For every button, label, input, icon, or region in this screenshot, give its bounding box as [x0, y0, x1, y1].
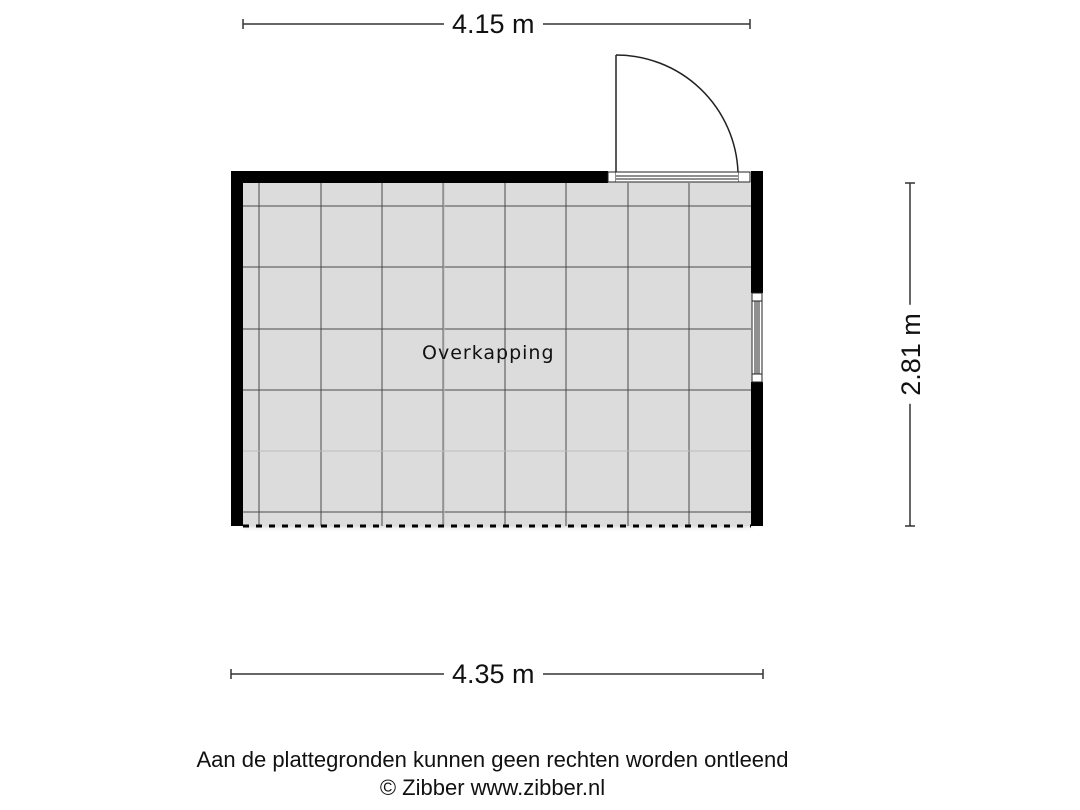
footer-disclaimer: Aan de plattegronden kunnen geen rechten worden ontleend	[196, 747, 789, 772]
window-icon	[752, 293, 762, 382]
room-label: Overkapping	[422, 342, 555, 364]
dimension-right-height: 2.81 m	[898, 305, 925, 404]
dimension-top-width: 4.15 m	[444, 11, 543, 38]
footer-copyright: © Zibber www.zibber.nl	[379, 775, 606, 800]
door-icon	[608, 55, 750, 182]
dimension-bottom-width: 4.35 m	[444, 661, 543, 688]
